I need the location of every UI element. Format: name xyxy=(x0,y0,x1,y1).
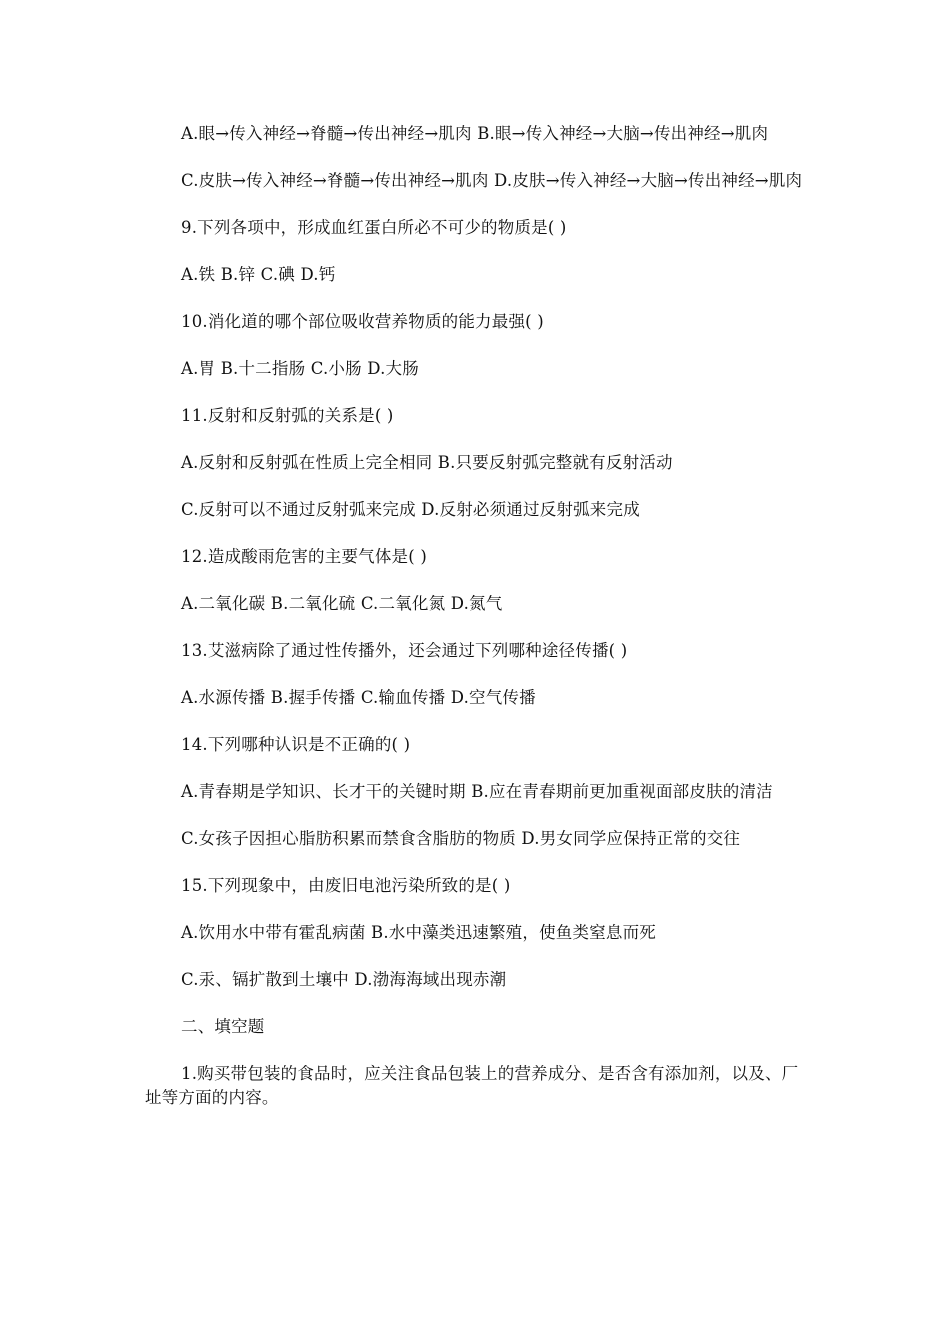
q14-options-ab: A.青春期是学知识、长才干的关键时期 B.应在青春期前更加重视面部皮肤的清洁 xyxy=(181,782,773,801)
q14-options-cd: C.女孩子因担心脂肪积累而禁食含脂肪的物质 D.男女同学应保持正常的交往 xyxy=(181,829,741,848)
q9-options: A.铁 B.锌 C.碘 D.钙 xyxy=(181,265,336,284)
q12-options: A.二氧化碳 B.二氧化硫 C.二氧化氮 D.氮气 xyxy=(181,594,503,613)
question-13: 13.艾滋病除了通过性传播外，还会通过下列哪种途径传播( ) xyxy=(181,641,628,660)
question-10: 10.消化道的哪个部位吸收营养物质的能力最强( ) xyxy=(181,312,544,331)
question-12: 12.造成酸雨危害的主要气体是( ) xyxy=(181,547,427,566)
q8-options-cd: C.皮肤→传入神经→脊髓→传出神经→肌肉 D.皮肤→传入神经→大脑→传出神经→肌肉 xyxy=(181,171,803,190)
question-14: 14.下列哪种认识是不正确的( ) xyxy=(181,735,411,754)
q11-options-ab: A.反射和反射弧在性质上完全相同 B.只要反射弧完整就有反射活动 xyxy=(181,453,673,472)
question-15: 15.下列现象中，由废旧电池污染所致的是( ) xyxy=(181,876,511,895)
q15-options-ab: A.饮用水中带有霍乱病菌 B.水中藻类迅速繁殖，使鱼类窒息而死 xyxy=(181,923,656,942)
q15-options-cd: C.汞、镉扩散到土壤中 D.渤海海域出现赤潮 xyxy=(181,970,507,989)
section-heading-fill-in: 二、填空题 xyxy=(181,1017,265,1036)
q8-options-ab: A.眼→传入神经→脊髓→传出神经→肌肉 B.眼→传入神经→大脑→传出神经→肌肉 xyxy=(181,124,769,143)
q10-options: A.胃 B.十二指肠 C.小肠 D.大肠 xyxy=(181,359,419,378)
q13-options: A.水源传播 B.握手传播 C.输血传播 D.空气传播 xyxy=(181,688,536,707)
question-9: 9.下列各项中，形成血红蛋白所必不可少的物质是( ) xyxy=(181,218,567,237)
fill-in-question-1: 1.购买带包装的食品时，应关注食品包装上的营养成分、是否含有添加剂，以及、厂址等方面的内容。 xyxy=(145,1064,799,1107)
q11-options-cd: C.反射可以不通过反射弧来完成 D.反射必须通过反射弧来完成 xyxy=(181,500,640,519)
document-body xyxy=(145,122,810,1133)
question-11: 11.反射和反射弧的关系是( ) xyxy=(181,406,394,425)
